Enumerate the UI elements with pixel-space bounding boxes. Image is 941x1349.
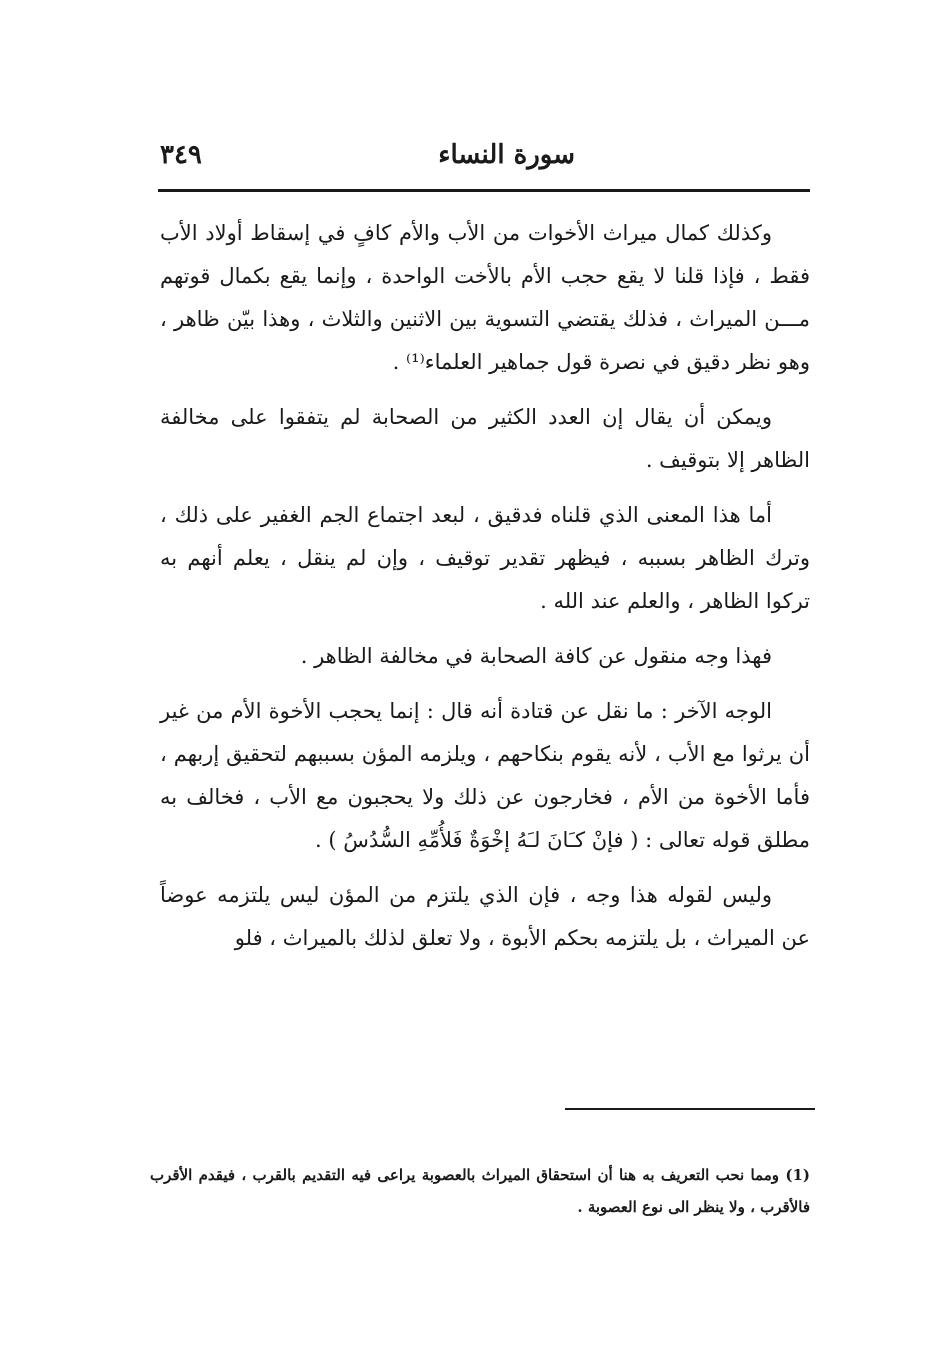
paragraph: ويمكن أن يقال إن العدد الكثير من الصحابة لم يتفقوا على مخالفة الظاهر إلا بتوقيف . bbox=[160, 405, 810, 472]
paragraph: فهذا وجه منقول عن كافة الصحابة في مخالفة الظاهر . bbox=[300, 644, 772, 668]
chapter-title: سورة النساء bbox=[438, 140, 575, 170]
paragraph: وكذلك كمال ميراث الأخوات من الأب والأم كافٍ في إسقاط أولاد الأب فقط ، فإذا قلنا لا يقع حجب الأم بالأخت الواحدة ، وإنما يقع بكمال قوتهم مـــن الميراث ، فذلك يقتضي التسوية بين الاثنين والثلاث ، وهذا بيّن ظاهر ، وهو نظر دقيق في نصرة قول جماهير العلماء⁽¹⁾ . bbox=[160, 221, 810, 374]
header-divider bbox=[158, 189, 810, 192]
paragraph: وليس لقوله هذا وجه ، فإن الذي يلتزم من المؤن ليس يلتزمه عوضاً عن الميراث ، بل يلتزمه بحكم الأبوة ، ولا تعلق لذلك بالميراث ، فلو bbox=[160, 883, 810, 950]
paragraph: أما هذا المعنى الذي قلناه فدقيق ، لبعد اجتماع الجم الغفير على ذلك ، وترك الظاهر بسببه ، فيظهر تقدير توقيف ، وإن لم ينقل ، يعلم أنهم به تركوا الظاهر ، والعلم عند الله . bbox=[160, 503, 810, 613]
page-number: ٣٤٩ bbox=[160, 140, 202, 170]
page-header bbox=[160, 138, 810, 178]
footnote: (1) ومما نحب التعريف به هنا أن استحقاق الميراث بالعصوبة يراعى فيه التقديم بالقرب ، فيقدم الأقرب فالأقرب ، ولا ينظر الى نوع العصوبة . bbox=[150, 1166, 810, 1216]
paragraph: الوجه الآخر : ما نقل عن قتادة أنه قال : إنما يحجب الأخوة الأم من غير أن يرثوا مع الأب ، لأنه يقوم بنكاحهم ، ويلزمه المؤن بسببهم لتحقيق إربهم ، فأما الأخوة من الأم ، فخارجون عن ذلك ولا يحجبون مع الأب ، فخالف به مطلق قوله تعالى : ( فإنْ كـَانَ لـَهُ إخْوَةٌ فَلأُمِّهِ السُّدُسُ ) . bbox=[160, 699, 810, 852]
footnote-divider bbox=[565, 1108, 815, 1110]
main-text bbox=[160, 212, 810, 972]
